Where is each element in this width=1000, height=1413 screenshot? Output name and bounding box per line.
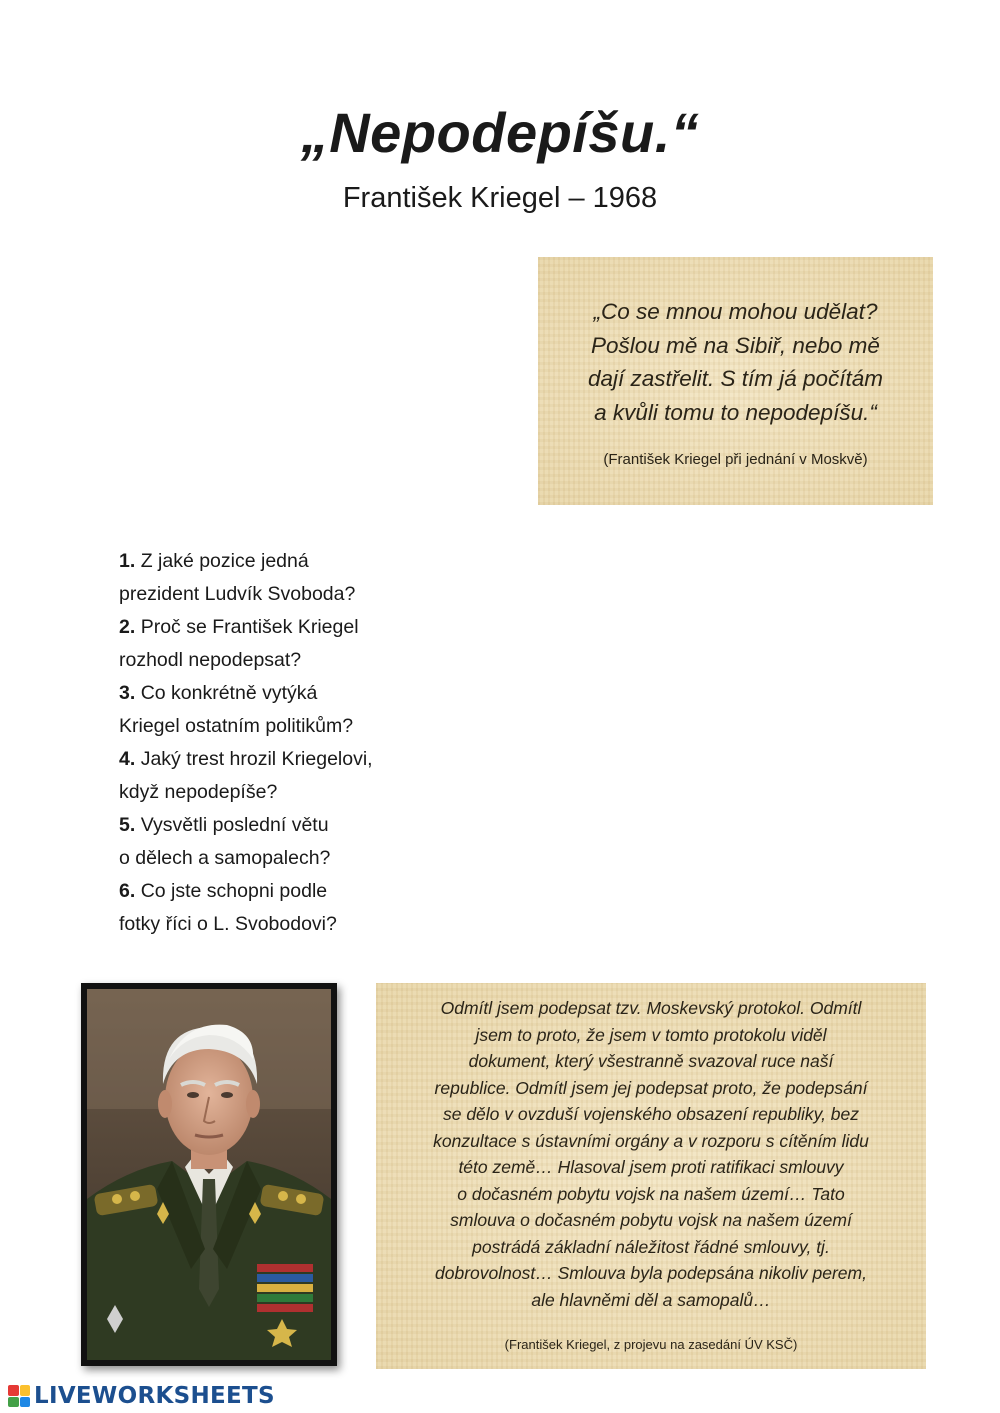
quote-top-line: Pošlou mě na Sibiř, nebo mě (591, 332, 880, 358)
question-item (119, 809, 449, 875)
quote-top-line: dají zastřelit. S tím já počítám (587, 366, 884, 391)
question-item (119, 545, 449, 611)
quote-bottom-line: konzultace s ústavními orgány a v rozporu s cítěním lidu (433, 1130, 869, 1151)
question-text: Kriegel ostatním politikům? (119, 715, 354, 737)
page-subtitle: František Kriegel – 1968 (342, 182, 658, 214)
portrait-photo (81, 983, 337, 1366)
question-number: 5. (119, 814, 136, 836)
quote-bottom-line: dobrovolnost… Smlouva byla podepsána nikoliv perem, (435, 1263, 867, 1283)
brand-name: LIVEWORKSHEETS (34, 1383, 275, 1409)
quote-top-line: „Co se mnou mohou udělat? (593, 299, 878, 324)
brand-mark-square (20, 1385, 31, 1396)
quote-bottom-line: této země… Hlasoval jsem proti ratifikaci smlouvy (458, 1157, 844, 1177)
quote-bottom-source: (František Kriegel, z projevu na zasedání ÚV KSČ) (504, 1337, 798, 1352)
question-text: Co jste schopni podle (140, 880, 328, 902)
question-text: Co konkrétně vytýká (140, 682, 318, 704)
question-text: o dělech a samopalech? (119, 847, 331, 869)
question-number: 2. (119, 616, 136, 638)
quote-bottom-line: dokument, který všestranně svazoval ruce naší (468, 1051, 834, 1071)
quote-bottom-line: jsem to proto, že jsem v tomto protokolu viděl (475, 1024, 827, 1045)
page-title: „Nepodepíšu.“ (300, 101, 700, 164)
question-item (119, 743, 449, 809)
question-text: Z jaké pozice jedná (140, 550, 309, 572)
brand-mark-square (8, 1385, 19, 1396)
question-item (119, 611, 449, 677)
liveworksheets-logo[interactable] (8, 1382, 275, 1410)
question-text: Vysvětli poslední větu (140, 814, 329, 836)
quote-bottom-line: republice. Odmítl jsem jej podepsat proto, že podepsání (434, 1077, 868, 1098)
quote-bottom-line: Odmítl jsem podepsat tzv. Moskevský protokol. Odmítl (440, 998, 862, 1018)
question-text: Jaký trest hrozil Kriegelovi, (140, 748, 373, 770)
quote-bottom-line: o dočasném pobytu vojsk na našem území… Tato (457, 1183, 845, 1204)
quote-box-top (538, 257, 933, 505)
quote-bottom-line: smlouva o dočasném pobytu vojsk na našem území (450, 1210, 852, 1230)
question-item (119, 875, 449, 941)
quote-top-line: a kvůli tomu to nepodepíšu.“ (594, 399, 877, 425)
question-text: prezident Ludvík Svoboda? (119, 583, 356, 605)
brand-mark-icon (8, 1385, 30, 1407)
question-text: rozhodl nepodepsat? (119, 649, 302, 671)
brand-mark-square (20, 1397, 31, 1408)
brand-mark-square (8, 1397, 19, 1408)
quote-bottom-text (376, 995, 926, 1313)
question-number: 4. (119, 748, 136, 770)
question-number: 6. (119, 880, 136, 902)
quote-bottom-line: postrádá základní náležitost řádné smlouvy, tj. (472, 1236, 830, 1257)
portrait-illustration (87, 989, 331, 1360)
question-number: 3. (119, 682, 136, 704)
quote-box-bottom (376, 983, 926, 1369)
question-list (119, 545, 449, 941)
quote-top-source: (František Kriegel při jednání v Moskvě) (603, 451, 868, 468)
quote-bottom-line: se dělo v ovzduší vojenského obsazení republiky, bez (442, 1104, 860, 1124)
question-text: když nepodepíše? (119, 781, 278, 803)
question-text: fotky říci o L. Svobodovi? (119, 913, 337, 935)
question-number: 1. (119, 550, 136, 572)
quote-top-text (538, 295, 933, 429)
question-item (119, 677, 449, 743)
quote-bottom-line: ale hlavněmi děl a samopalů… (531, 1289, 771, 1310)
question-text: Proč se František Kriegel (140, 616, 359, 638)
